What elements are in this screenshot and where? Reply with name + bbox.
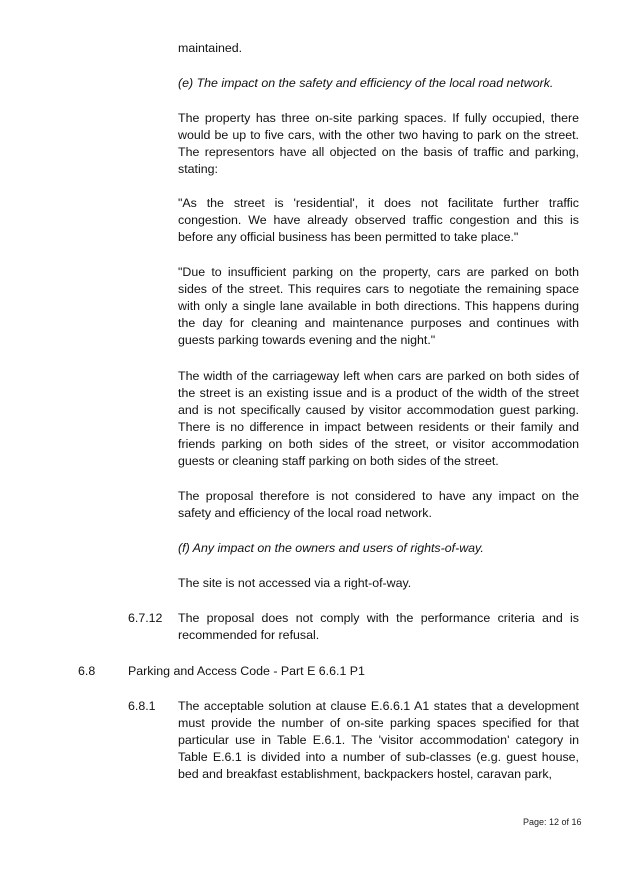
section-title-6-8: Parking and Access Code - Part E 6.6.1 P1 — [128, 664, 365, 678]
quote-residential-street: "As the street is 'residential', it does not facilitate further traffic congestion. We have already observed traffic congestion and this is before any official business has been permitted to take place." — [178, 196, 579, 244]
quote-insufficient-parking: "Due to insufficient parking on the property, cars are parked on both sides of the street. This requires cars to negotiate the remaining space with only a single lane available in both directions. This happens during the day for cleaning and maintenance purposes and continues with guests parking towards evening and the night." — [178, 265, 579, 347]
paragraph-right-of-way: The site is not accessed via a right-of-way. — [178, 576, 412, 590]
clause-number-6-7-12: 6.7.12 — [128, 611, 163, 625]
criterion-f-heading: (f) Any impact on the owners and users of rights-of-way. — [178, 541, 484, 555]
page-number-footer: Page: 12 of 16 — [523, 817, 582, 827]
section-number-6-8: 6.8 — [78, 664, 96, 678]
criterion-e-heading: (e) The impact on the safety and efficiency of the local road network. — [178, 76, 554, 90]
clause-text-6-8-1: The acceptable solution at clause E.6.6.1 A1 states that a development must provide the number of on-site parking spaces specified for that particular use in Table E.6.1. The 'visitor accommodation' category in Table E.6.1 is divided into a number of sub-classes (e.g. guest house, bed and breakfast establishment, backpackers hostel, caravan park, — [178, 699, 579, 781]
clause-text-6-7-12: The proposal does not comply with the performance criteria and is recommended for refusal. — [178, 611, 579, 642]
clause-number-6-8-1: 6.8.1 — [128, 699, 156, 713]
paragraph-no-impact-conclusion: The proposal therefore is not considered to have any impact on the safety and efficiency of the local road network. — [178, 489, 579, 520]
paragraph-maintained: maintained. — [178, 41, 243, 55]
paragraph-parking-spaces: The property has three on-site parking spaces. If fully occupied, there would be up to five cars, with the other two having to park on the street. The representors have all objected on the basis of traffic and parking, stating: — [178, 111, 579, 176]
paragraph-carriageway-width: The width of the carriageway left when cars are parked on both sides of the street is an existing issue and is a product of the width of the street and is not specifically caused by visitor accommodation guest parking. There is no difference in impact between residents or their family and friends parking on both sides of the street, or visitor accommodation guests or cleaning staff parking on both sides of the street. — [178, 369, 579, 468]
